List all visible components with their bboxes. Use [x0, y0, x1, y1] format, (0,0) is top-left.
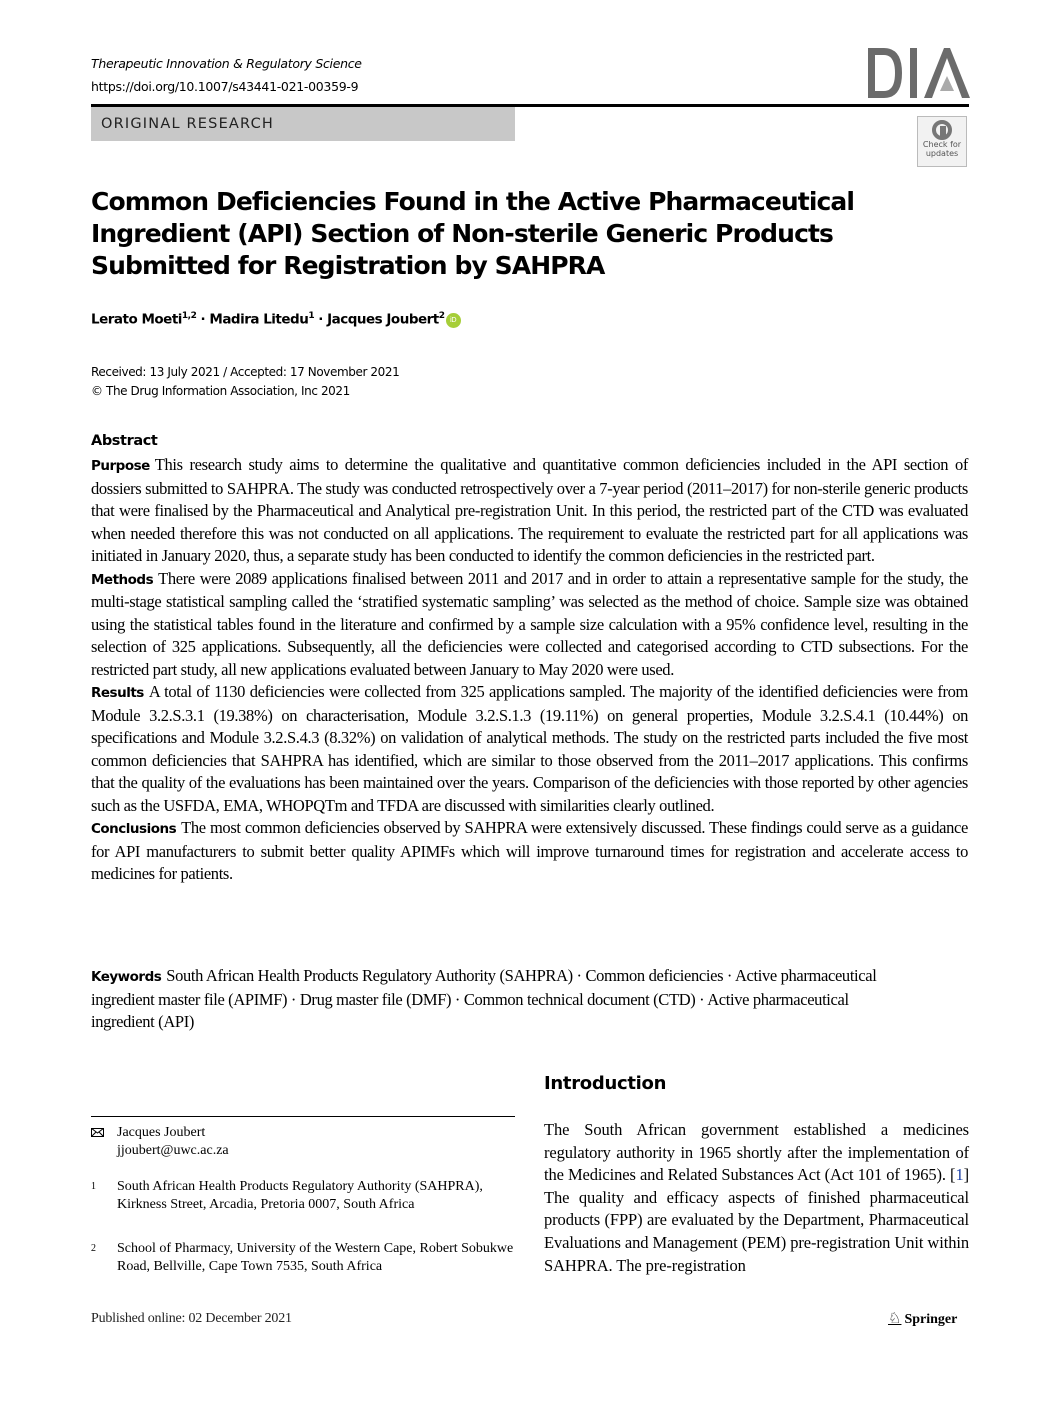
affiliation-text: South African Health Products Regulatory Authority (SAHPRA), Kirkness Street, Arcadia, Pretoria 0007, South Africa [117, 1179, 483, 1212]
author-name[interactable]: Madira Litedu [209, 311, 309, 328]
affiliation-mark: 2 [91, 1243, 96, 1254]
introduction-body [544, 1119, 969, 1277]
abstract-heading: Abstract [91, 433, 158, 449]
section-banner [91, 107, 515, 141]
citation-link[interactable]: 1 [955, 1165, 964, 1185]
publisher-name: Springer [904, 1312, 958, 1327]
article-dates: Received: 13 July 2021 / Accepted: 17 November 2021 [91, 365, 400, 379]
abstract-section-text: There were 2089 applications finalised between 2011 and 2017 and in order to attain a representative sample for the study, the multi-stage statistical sampling called the ‘stratified systematic sampling’ was selected as the method of choice. Sample size was obtained using the statistical tables found in the literature and confirmed by a sample size calculation with a 95% confidence level, resulting in the selection of 325 applications. Subsequently, all the deficiencies were collected and categorised according to CTD subsections. For the restricted part study, all new applications evaluated between January to May 2020 were used. [91, 568, 968, 679]
footnote-rule [91, 1116, 515, 1117]
abstract-body [91, 454, 968, 886]
author-list [91, 311, 461, 328]
affiliation-2 [91, 1240, 521, 1276]
corresponding-author [91, 1124, 521, 1160]
abstract-section-label: Purpose [91, 458, 150, 474]
author-affil: 2 [438, 311, 445, 321]
copyright: © The Drug Information Association, Inc 2021 [91, 384, 350, 398]
journal-name: Therapeutic Innovation & Regulatory Science [91, 56, 362, 71]
author-affil: 1,2 [181, 311, 197, 321]
keywords-text: South African Health Products Regulatory Authority (SAHPRA) · Common deficiencies · Active pharmaceutical ingredient master file (APIMF) · Drug master file (DMF) · Common technical document (CTD) · Active pharmaceutical ingredient (API) [91, 966, 877, 1031]
introduction-heading: Introduction [544, 1073, 667, 1094]
affiliation-1 [91, 1178, 521, 1214]
affiliation-mark: 1 [91, 1181, 96, 1192]
doi-link[interactable]: https://doi.org/10.1007/s43441-021-00359-9 [91, 79, 359, 94]
section-label: ORIGINAL RESEARCH [101, 116, 275, 132]
published-date: Published online: 02 December 2021 [91, 1311, 292, 1326]
abstract-conclusions [91, 817, 968, 886]
abstract-section-text: This research study aims to determine the qualitative and quantitative common deficiencies included in the API section of dossiers submitted to SAHPRA. The study was conducted retrospectively over a 7-year period (2011–2017) for non-sterile generic products that were finalised by the Pharmaceutical and Analytical pre-registration Unit. In this period, the restricted part of the CTD was evaluated when needed therefore this was not conducted on all applications. The requirement to evaluate the restricted part for all applications was initiated in January 2020, thus, a separate study has been conducted to identify the common deficiencies in the restricted part. [91, 455, 968, 565]
dia-logo-icon [866, 46, 970, 100]
abstract-results [91, 681, 968, 817]
abstract-purpose [91, 454, 968, 568]
abstract-section-text: A total of 1130 deficiencies were collected from 325 applications sampled. The majority of the identified deficiencies were from Module 3.2.S.3.1 (19.38%) on characterisation, Module 3.2.S.1.3 (19.11%) on general properties, Module 3.2.S.4.1 (10.44%) on specifications and Module 3.2.S.4.3 (8.32%) on validation of analytical methods. The study on the restricted parts included the five most common deficiencies that SAHPRA has identified, which are similar to those observed from the 2011–2017 applications. This confirms that the quality of the evaluations has been maintained over the years. Comparison of the deficiencies with those reported by other agencies such as the USFDA, EMA, WHOPQTm and TFDA are discussed with similarities clearly outlined. [91, 682, 968, 815]
author-separator: · [196, 311, 210, 328]
abstract-methods [91, 568, 968, 682]
check-for-updates-badge[interactable] [917, 116, 967, 167]
author-separator: · [314, 311, 328, 328]
bookmark-icon [932, 120, 952, 140]
publisher-logo [888, 1309, 957, 1328]
author-affil: 1 [308, 311, 315, 321]
orcid-icon[interactable]: iD [446, 313, 461, 328]
affiliation-text: School of Pharmacy, University of the Western Cape, Robert Sobukwe Road, Bellville, Cape Town 7535, South Africa [117, 1241, 514, 1274]
keywords [91, 965, 891, 1034]
intro-text: The South African government established a medicines regulatory authority in 1965 shortly after the implementation of the Medicines and Related Substances Act (Act 101 of 1965). [ [544, 1120, 969, 1185]
author-name[interactable]: Jacques Joubert [327, 311, 439, 328]
intro-text: ] The quality and efficacy aspects of finished pharmaceutical products (FPP) are evaluated by the Department, Pharmaceutical Evaluations and Management (PEM) pre-registration Unit within SAHPRA. The pre-registration [544, 1165, 969, 1275]
abstract-section-label: Methods [91, 571, 154, 588]
corresponding-name: Jacques Joubert [117, 1125, 206, 1140]
keywords-label: Keywords [91, 969, 162, 985]
abstract-section-label: Results [91, 685, 144, 701]
abstract-section-label: Conclusions [91, 821, 177, 837]
springer-horse-icon: ♘ [888, 1311, 902, 1327]
envelope-icon [91, 1128, 104, 1137]
corresponding-email[interactable]: jjoubert@uwc.ac.za [117, 1143, 229, 1158]
check-updates-line-2: updates [925, 148, 959, 158]
abstract-section-text: The most common deficiencies observed by SAHPRA were extensively discussed. These findings could serve as a guidance for API manufacturers to submit better quality APIMFs which will improve turnaround times for registration and accelerate access to medicines for patients. [91, 818, 968, 883]
check-updates-line-1: Check for [922, 140, 962, 149]
author-name[interactable]: Lerato Moeti [91, 311, 182, 328]
article-title: Common Deficiencies Found in the Active Pharmaceutical Ingredient (API) Section of Non-sterile Generic Products Submitted for Registration by SAHPRA [91, 187, 855, 280]
